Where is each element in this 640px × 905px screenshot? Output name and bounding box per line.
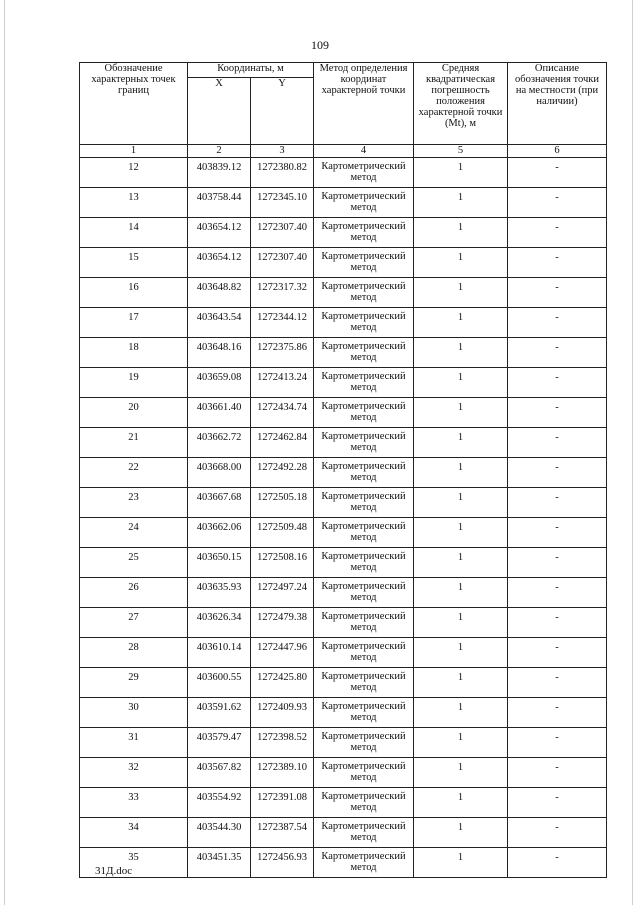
cell-coord-x: 403626.34 [188, 608, 251, 638]
cell-point-id: 17 [80, 308, 188, 338]
cell-point-id: 33 [80, 788, 188, 818]
table-row [80, 428, 607, 458]
cell-error-mt: 1 [414, 848, 508, 878]
cell-description: - [508, 308, 607, 338]
cell-point-id: 15 [80, 248, 188, 278]
cell-coord-x: 403648.82 [188, 278, 251, 308]
cell-method: Картометрический метод [314, 548, 414, 578]
cell-description: - [508, 188, 607, 218]
table-row [80, 398, 607, 428]
cell-coord-y: 1272425.80 [251, 668, 314, 698]
cell-description: - [508, 338, 607, 368]
table-row [80, 248, 607, 278]
cell-method: Картометрический метод [314, 788, 414, 818]
scan-right-edge [632, 0, 633, 905]
cell-coord-x: 403600.55 [188, 668, 251, 698]
cell-method: Картометрический метод [314, 668, 414, 698]
cell-description: - [508, 158, 607, 188]
cell-point-id: 35 [80, 848, 188, 878]
cell-point-id: 26 [80, 578, 188, 608]
cell-error-mt: 1 [414, 728, 508, 758]
cell-point-id: 12 [80, 158, 188, 188]
cell-coord-x: 403839.12 [188, 158, 251, 188]
cell-coord-y: 1272344.12 [251, 308, 314, 338]
cell-method: Картометрический метод [314, 728, 414, 758]
table-row [80, 608, 607, 638]
cell-coord-y: 1272375.86 [251, 338, 314, 368]
table-row [80, 488, 607, 518]
table-row [80, 188, 607, 218]
cell-description: - [508, 578, 607, 608]
cell-method: Картометрический метод [314, 458, 414, 488]
cell-point-id: 16 [80, 278, 188, 308]
cell-coord-x: 403579.47 [188, 728, 251, 758]
page-number: 109 [311, 38, 329, 52]
cell-description: - [508, 728, 607, 758]
table-body [80, 158, 607, 878]
cell-method: Картометрический метод [314, 848, 414, 878]
column-number: 4 [314, 145, 414, 158]
cell-error-mt: 1 [414, 638, 508, 668]
table-row [80, 458, 607, 488]
cell-coord-x: 403758.44 [188, 188, 251, 218]
cell-description: - [508, 788, 607, 818]
cell-error-mt: 1 [414, 518, 508, 548]
cell-description: - [508, 278, 607, 308]
table-row [80, 758, 607, 788]
cell-method: Картометрический метод [314, 638, 414, 668]
cell-point-id: 19 [80, 368, 188, 398]
cell-coord-y: 1272505.18 [251, 488, 314, 518]
cell-error-mt: 1 [414, 278, 508, 308]
cell-error-mt: 1 [414, 458, 508, 488]
cell-coord-y: 1272509.48 [251, 518, 314, 548]
cell-coord-x: 403567.82 [188, 758, 251, 788]
cell-point-id: 18 [80, 338, 188, 368]
table-row [80, 308, 607, 338]
cell-error-mt: 1 [414, 758, 508, 788]
cell-point-id: 31 [80, 728, 188, 758]
cell-coord-x: 403659.08 [188, 368, 251, 398]
cell-method: Картометрический метод [314, 308, 414, 338]
table-row [80, 218, 607, 248]
cell-point-id: 32 [80, 758, 188, 788]
cell-error-mt: 1 [414, 428, 508, 458]
cell-coord-y: 1272391.08 [251, 788, 314, 818]
cell-method: Картометрический метод [314, 338, 414, 368]
column-number: 3 [251, 145, 314, 158]
cell-point-id: 28 [80, 638, 188, 668]
cell-coord-x: 403654.12 [188, 248, 251, 278]
header-y: Y [251, 78, 314, 145]
cell-method: Картометрический метод [314, 248, 414, 278]
table-row [80, 818, 607, 848]
cell-coord-y: 1272456.93 [251, 848, 314, 878]
cell-coord-x: 403654.12 [188, 218, 251, 248]
cell-method: Картометрический метод [314, 698, 414, 728]
table-row [80, 578, 607, 608]
cell-error-mt: 1 [414, 368, 508, 398]
cell-error-mt: 1 [414, 578, 508, 608]
table-row [80, 848, 607, 878]
cell-error-mt: 1 [414, 608, 508, 638]
cell-coord-y: 1272389.10 [251, 758, 314, 788]
cell-coord-y: 1272307.40 [251, 218, 314, 248]
cell-coord-x: 403662.06 [188, 518, 251, 548]
table-row [80, 338, 607, 368]
file-name-footer: 31Д.doc [95, 865, 133, 877]
cell-method: Картометрический метод [314, 818, 414, 848]
cell-point-id: 29 [80, 668, 188, 698]
cell-coord-y: 1272398.52 [251, 728, 314, 758]
cell-coord-x: 403635.93 [188, 578, 251, 608]
cell-error-mt: 1 [414, 398, 508, 428]
cell-coord-y: 1272462.84 [251, 428, 314, 458]
cell-error-mt: 1 [414, 488, 508, 518]
cell-error-mt: 1 [414, 338, 508, 368]
cell-error-mt: 1 [414, 698, 508, 728]
cell-method: Картометрический метод [314, 218, 414, 248]
cell-coord-y: 1272387.54 [251, 818, 314, 848]
cell-description: - [508, 608, 607, 638]
table-row [80, 278, 607, 308]
cell-coord-x: 403650.15 [188, 548, 251, 578]
cell-error-mt: 1 [414, 818, 508, 848]
cell-description: - [508, 668, 607, 698]
cell-point-id: 24 [80, 518, 188, 548]
cell-coord-y: 1272434.74 [251, 398, 314, 428]
cell-method: Картометрический метод [314, 368, 414, 398]
cell-coord-y: 1272492.28 [251, 458, 314, 488]
cell-description: - [508, 368, 607, 398]
cell-method: Картометрический метод [314, 158, 414, 188]
cell-description: - [508, 428, 607, 458]
table-row [80, 788, 607, 818]
cell-error-mt: 1 [414, 158, 508, 188]
cell-coord-y: 1272345.10 [251, 188, 314, 218]
cell-error-mt: 1 [414, 668, 508, 698]
cell-coord-x: 403643.54 [188, 308, 251, 338]
cell-description: - [508, 638, 607, 668]
cell-description: - [508, 848, 607, 878]
cell-method: Картометрический метод [314, 518, 414, 548]
cell-point-id: 21 [80, 428, 188, 458]
cell-description: - [508, 758, 607, 788]
cell-error-mt: 1 [414, 548, 508, 578]
table-row [80, 368, 607, 398]
cell-method: Картометрический метод [314, 488, 414, 518]
cell-method: Картометрический метод [314, 578, 414, 608]
column-number-row [80, 145, 607, 158]
cell-coord-y: 1272479.38 [251, 608, 314, 638]
cell-coord-x: 403451.35 [188, 848, 251, 878]
cell-method: Картометрический метод [314, 398, 414, 428]
cell-description: - [508, 248, 607, 278]
cell-point-id: 27 [80, 608, 188, 638]
header-coordinates: Координаты, м [188, 63, 314, 78]
cell-coord-x: 403591.62 [188, 698, 251, 728]
cell-point-id: 13 [80, 188, 188, 218]
cell-error-mt: 1 [414, 308, 508, 338]
table-row [80, 728, 607, 758]
cell-coord-y: 1272413.24 [251, 368, 314, 398]
cell-coord-y: 1272497.24 [251, 578, 314, 608]
cell-coord-x: 403668.00 [188, 458, 251, 488]
header-error: Средняя квадратическая погрешность положения характерной точки (Mt), м [414, 63, 508, 145]
cell-description: - [508, 218, 607, 248]
cell-method: Картометрический метод [314, 608, 414, 638]
cell-point-id: 20 [80, 398, 188, 428]
header-x: X [188, 78, 251, 145]
cell-point-id: 34 [80, 818, 188, 848]
cell-point-id: 23 [80, 488, 188, 518]
header-method: Метод определения координат характерной точки [314, 63, 414, 145]
column-number: 5 [414, 145, 508, 158]
cell-error-mt: 1 [414, 218, 508, 248]
cell-coord-x: 403667.68 [188, 488, 251, 518]
cell-coord-x: 403648.16 [188, 338, 251, 368]
cell-error-mt: 1 [414, 788, 508, 818]
scan-left-edge [4, 0, 5, 905]
cell-error-mt: 1 [414, 188, 508, 218]
cell-description: - [508, 518, 607, 548]
header-designation: Обозначение характерных точек границ [80, 63, 188, 145]
cell-coord-y: 1272307.40 [251, 248, 314, 278]
cell-description: - [508, 548, 607, 578]
cell-coord-x: 403554.92 [188, 788, 251, 818]
cell-point-id: 25 [80, 548, 188, 578]
table-row [80, 158, 607, 188]
column-number: 2 [188, 145, 251, 158]
cell-description: - [508, 488, 607, 518]
cell-method: Картометрический метод [314, 278, 414, 308]
table-row [80, 668, 607, 698]
table-row [80, 638, 607, 668]
cell-coord-x: 403610.14 [188, 638, 251, 668]
cell-description: - [508, 398, 607, 428]
column-number: 1 [80, 145, 188, 158]
table-row [80, 698, 607, 728]
cell-coord-x: 403544.30 [188, 818, 251, 848]
cell-description: - [508, 698, 607, 728]
cell-coord-x: 403662.72 [188, 428, 251, 458]
table-row [80, 548, 607, 578]
cell-method: Картометрический метод [314, 428, 414, 458]
cell-description: - [508, 458, 607, 488]
cell-method: Картометрический метод [314, 188, 414, 218]
coordinates-table [79, 62, 607, 878]
cell-coord-y: 1272409.93 [251, 698, 314, 728]
cell-coord-y: 1272508.16 [251, 548, 314, 578]
table-row [80, 518, 607, 548]
cell-point-id: 30 [80, 698, 188, 728]
cell-coord-y: 1272447.96 [251, 638, 314, 668]
header-description: Описание обозначения точки на местности (при наличии) [508, 63, 607, 145]
cell-point-id: 22 [80, 458, 188, 488]
cell-point-id: 14 [80, 218, 188, 248]
cell-coord-y: 1272317.32 [251, 278, 314, 308]
cell-coord-y: 1272380.82 [251, 158, 314, 188]
column-number: 6 [508, 145, 607, 158]
cell-error-mt: 1 [414, 248, 508, 278]
cell-description: - [508, 818, 607, 848]
cell-coord-x: 403661.40 [188, 398, 251, 428]
cell-method: Картометрический метод [314, 758, 414, 788]
